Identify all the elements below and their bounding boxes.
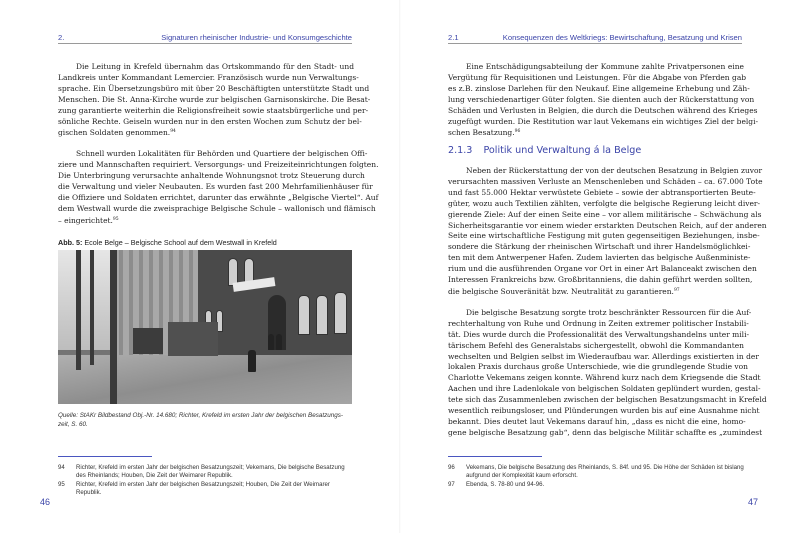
photo-window [316,295,328,335]
text-line: sondere die Stärkung der rheinischen Wirtschaft und ihrer Handelsmöglichkei- [448,242,751,252]
footnote-number: 94 [58,464,65,471]
text-line: Schäden und Verlusten in Belgien, die durch die Deutschen während des Krieges [448,105,758,115]
footnote [448,481,744,489]
text-line: sprache. Ein Übersetzungsbüro mit über 20 Beschäftigten unterstützte Stadt und [58,83,370,93]
text-line: bekannt. Dies deutet laut Vekemans darauf hin, „dass es nicht die eine, homo- [448,416,746,426]
text-line: dem Westwall wurde die zweisprachige Belgische Schule – wallonisch und flämisch [58,203,376,213]
chapter-title: Signaturen rheinischer Industrie- und Konsumgeschichte [161,33,352,42]
text-line: die Verwaltung und vieler Neubauten. Es wurden fast 200 Mehrfamilienhäuser für [58,182,373,192]
footnote [58,481,354,498]
text-line: ten mit dem Antwerpener Hafen. Zudem lavierten das belgische Außenministe- [448,253,751,263]
footnote-number: 96 [448,464,455,471]
text-line: Die Unterbringung verursachte anhaltende Wohnungsnot trotz Steuerung durch [58,171,365,181]
section-number: 2.1 [448,33,459,42]
text-line: Charlotte Vekemans zeigen konnte. Während kurz nach dem Kriegsende die Stadt [448,373,761,383]
text-line: Vergütung für Requisitionen und Leistungen. Für die Abgabe von Pferden gab [448,72,747,82]
text-line: tärischem Befehl des Generalstabs sichergestellt, obwohl die Kommandanten [448,340,744,350]
footnote-reference[interactable]: 94 [170,129,176,135]
footnote [448,464,744,481]
paragraph [58,62,371,139]
text-line: und fast 55.000 Hektar verwüstete Gebiete – sowie der abtransportierten Beute- [448,187,756,197]
footnote-reference[interactable]: 95 [112,216,119,222]
figure-label: Abb. 5: [58,238,83,247]
footnote-reference[interactable]: 96 [514,129,521,135]
text-line: – eingerichtet.$^{95}$ [58,215,119,225]
text-line: zugefügt wurden. Die Restitution war laut Vekemans ein wichtiges Ziel der belgi- [448,116,759,126]
section-heading-title: Politik und Verwaltung á la Belge [483,145,642,156]
text-line: Aachen und ihre Ladenlokale von belgischen Soldaten geplündert wurden, gestal- [448,384,761,394]
right-page [400,0,800,533]
footnote-rule [448,456,542,457]
text-line: gene belgische Besatzung gab“, denn das belgische Militär schaffte es „zumindest [448,427,763,437]
text-line: die belgische Souveränität bzw. Neutralität zu garantieren.$^{97}$ [448,286,680,296]
right-intro-text [448,62,759,139]
text-line: gischen Soldaten genommen.$^{94}$ [58,128,176,138]
text-line: schen Besatzung.$^{96}$ [448,128,521,138]
text-line: Interessen Frankreichs bzw. Großbritanniens, die dahin geführt werden sollten, [448,275,753,285]
footnotes-right [448,464,744,489]
page-number-left: 46 [40,497,51,507]
footnote [58,464,354,481]
figure-photo-ecole-belge [58,250,352,404]
footnote-text: Richter, Krefeld im ersten Jahr der belgischen Besatzungszeit; Houben, Die Zeit der Weimarer Republik. [76,480,330,497]
text-line: tete sich das Zusammenleben zwischen der belgischen Besatzungsmacht in Krefeld [448,395,767,405]
text-line: Schnell wurden Lokalitäten für Behörden und Quartiere der belgischen Offi- [76,149,368,159]
photo-person [268,334,274,350]
footnote-rule [58,456,152,457]
text-line: lung verschiedenartiger Güter folgten. Sie dienten auch der Rückerstattung von [448,94,755,104]
text-line: Neben der Rückerstattung der von der deutschen Besatzung in Belgien zuvor [466,166,763,175]
footnotes-left [58,464,354,498]
text-line: ziere und Mannschaften requiriert. Versorgungs- und Freizeiteinrichtungen folgten. [58,160,379,170]
running-head-left [58,31,352,44]
photo-window [298,295,310,335]
photo-tree [110,250,117,404]
running-head-right [448,31,742,44]
text-line: Die belgische Besatzung sorgte trotz beschränkter Ressourcen für die Auf- [466,307,752,317]
text-line: tät. Dies wurde durch die Professionalität des Verwaltungshandelns unter mili- [448,329,750,339]
text-line: Sicherheitsgarantie vor einem wieder erstarkten Deutschen Reich, auf der anderen [448,220,767,230]
text-line: rium und die ausführenden Organe vor Ort in einer Art Balanceakt zwischen den [448,264,757,274]
paragraph [448,166,767,298]
photo-person [248,350,256,372]
photo-cart [133,328,163,354]
text-line: güter, wozu auch Textilien zählten, verfolgte die belgische Regierung leicht diver- [448,198,761,208]
photo-tree [76,250,81,370]
photo-person [276,334,282,350]
page-number-right: 47 [748,497,759,507]
text-line: Landkreis unter Kommandant Lemercier. Französisch wurde nun Verwaltungs- [58,72,359,82]
photo-tree [90,250,94,365]
footnote-reference[interactable]: 97 [673,287,680,293]
text-line: wesentlich reibungsloser, und Plünderungen wurden bis auf eine Ausnahme nicht [448,406,760,416]
text-line: zung garantierte weiterhin die Religionsfreiheit sowie staatsbürgerliche und per- [58,105,369,115]
text-line: verursachten massiven Verluste an Menschenleben und Schäden – ca. 67.000 Tote [448,176,763,186]
photo-window [334,292,347,334]
text-line: Seite eine wirtschaftliche Festigung mit guten gegenseitigen Beziehungen, insbe- [448,231,760,241]
text-line: wechselten und Belgien selbst im Wiederaufbau war. Allerdings existierten in der [448,351,759,361]
text-line: Menschen. Die St. Anna-Kirche wurde zur belgischen Garnisonskirche. Die Besat- [58,94,371,104]
text-line: Die Leitung in Krefeld übernahm das Ortskommando für den Stadt- und [76,62,354,71]
text-line: gierende Ziele: Auf der einen Seite eine – vor allem militärische – Schwächung als [448,209,762,219]
figure-caption-text: Ecole Belge – Belgische School auf dem Westwall in Krefeld [84,238,277,247]
text-line: rechterhaltung von Ruhe und Ordnung in Zeiten extremer politischer Instabili- [448,318,749,328]
paragraph [58,149,379,226]
footnote-text: Richter, Krefeld im ersten Jahr der belgischen Besatzungszeit; Vekemans, Die belgische Besatzung des Rheinlands; Houben, Die Zeit der Weimarer Republik. [76,464,345,480]
text-line: sönliche Rechte. Geiseln wurden nur in den ersten Wochen zum Schutz der bel- [58,116,362,126]
section-heading-number: 2.1.3 [448,145,473,156]
section-heading [448,145,744,156]
footnote-number: 95 [58,480,65,488]
text-line: die Offiziere und Soldaten errichtet, darunter das erwähnte „Belgische Viertel“. Auf [58,192,379,202]
photo-cart [168,322,218,356]
paragraph [448,62,759,139]
paragraph [448,307,767,439]
text-line: lokalen Praxis durchaus große Unterschiede, wie die grundlegende Studie von [448,362,749,372]
figure-caption [58,238,354,247]
section-title: Konsequenzen des Weltkriegs: Bewirtschaftung, Besatzung und Krisen [502,33,742,42]
footnote-text: Ebenda, S. 78-80 und 94-96. [466,480,545,488]
left-body-text [58,62,379,227]
photo-street [58,355,352,404]
footnote-number: 97 [448,480,455,488]
chapter-number: 2. [58,33,65,42]
footnote-text: Vekemans, Die belgische Besatzung des Rheinlands, S. 84f. und 95. Die Höhe der Schäden ist bislang aufgrund der Komplexität kaum erforscht. [466,464,744,480]
figure-source: Quelle: StAKr Bildbestand Obj.-Nr. 14.680; Richter, Krefeld im ersten Jahr der belgischen Besatzungs-zeit, S. 60. [58,412,344,428]
text-line: Eine Entschädigungsabteilung der Kommune zahlte Privatpersonen eine [466,62,744,71]
right-body-text [448,166,767,439]
text-line: es z.B. zinslose Darlehen für den Neukauf. Eine allgemeine Erhebung und Zäh- [448,83,750,93]
